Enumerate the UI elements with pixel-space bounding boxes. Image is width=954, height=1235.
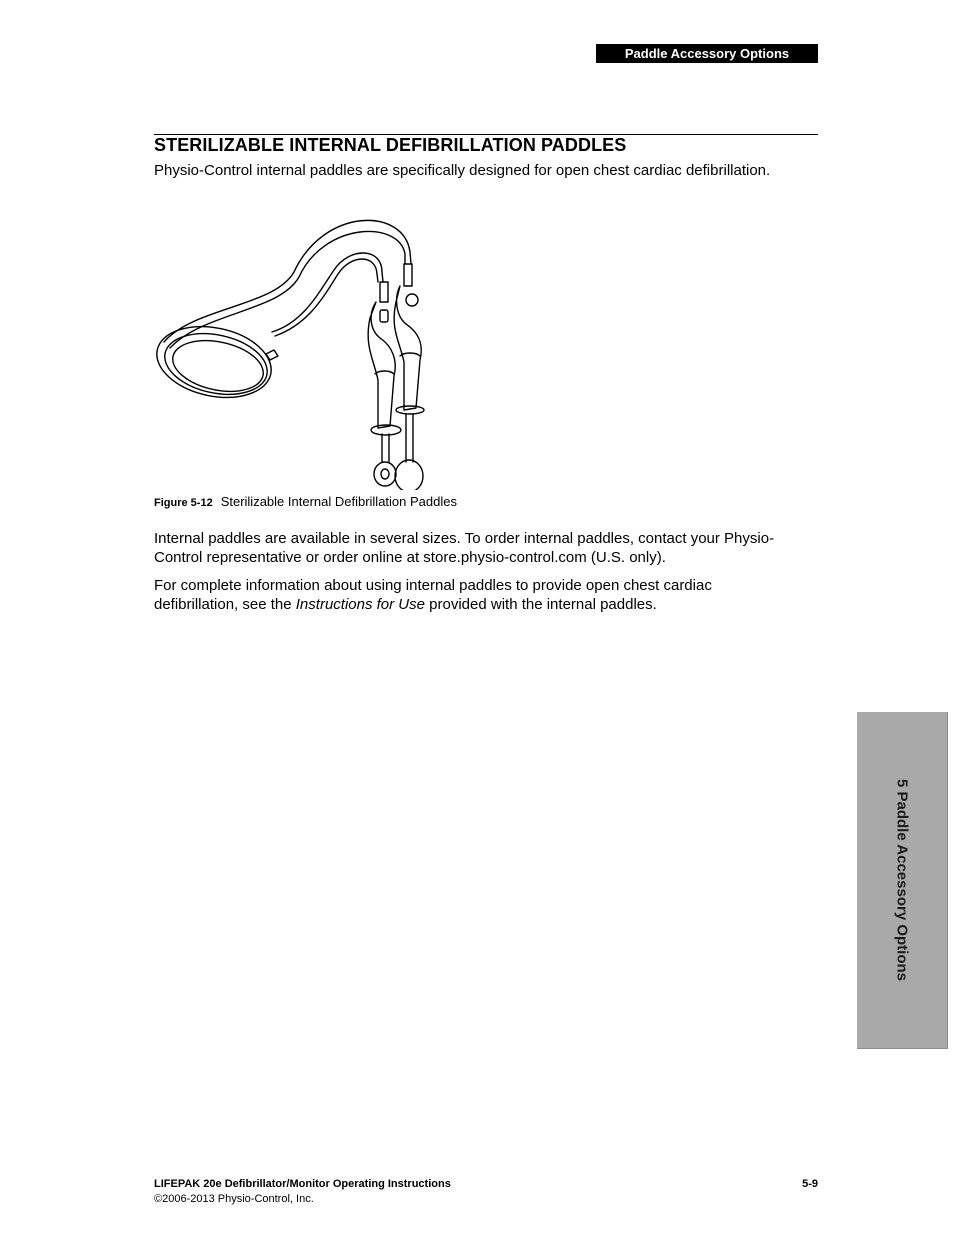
instructions-paragraph bbox=[154, 576, 794, 614]
left-paddle-button bbox=[380, 310, 388, 322]
cable-loop-left-inner bbox=[275, 259, 378, 336]
right-paddle-electrode bbox=[395, 460, 423, 490]
internal-paddles-illustration bbox=[154, 212, 444, 490]
left-paddle-connector bbox=[380, 282, 388, 302]
left-paddle-shaft bbox=[382, 434, 389, 462]
figure-label: Figure 5-12 bbox=[154, 497, 213, 509]
ordering-paragraph: Internal paddles are available in several sizes. To order internal paddles, contact your Physio-Control representative or order online at store.physio-control.com (U.S. only). bbox=[154, 530, 775, 566]
right-paddle-collar bbox=[396, 406, 424, 414]
right-paddle-shaft bbox=[406, 414, 413, 462]
cable-loop-left bbox=[272, 253, 383, 332]
instructions-text-before: For complete information about using internal paddles to provide open chest cardiac defibrillation, see the bbox=[154, 577, 712, 613]
footer-document-title: LIFEPAK 20e Defibrillator/Monitor Operating Instructions bbox=[154, 1178, 451, 1190]
running-header-section-tab: Paddle Accessory Options bbox=[596, 44, 818, 63]
left-paddle-electrode bbox=[374, 462, 396, 486]
chapter-side-tab-label: 5 Paddle Accessory Options bbox=[893, 778, 911, 982]
left-paddle-handle bbox=[368, 302, 395, 428]
section-title: STERILIZABLE INTERNAL DEFIBRILLATION PADDLES bbox=[154, 135, 627, 155]
right-paddle-button bbox=[406, 294, 418, 306]
right-paddle-connector bbox=[404, 264, 412, 286]
figure-caption-text: Sterilizable Internal Defibrillation Paddles bbox=[220, 494, 457, 509]
figure-caption bbox=[154, 494, 457, 509]
instructions-text-after: provided with the internal paddles. bbox=[424, 596, 657, 613]
page-number: 5-9 bbox=[802, 1178, 818, 1190]
chapter-side-tab bbox=[857, 712, 948, 1049]
cable-loop-right bbox=[164, 220, 411, 342]
footer-copyright: ©2006-2013 Physio-Control, Inc. bbox=[154, 1193, 314, 1205]
intro-paragraph: Physio-Control internal paddles are specifically designed for open chest cardiac defibrillation. bbox=[154, 162, 771, 179]
instructions-for-use-reference: Instructions for Use bbox=[295, 596, 425, 613]
